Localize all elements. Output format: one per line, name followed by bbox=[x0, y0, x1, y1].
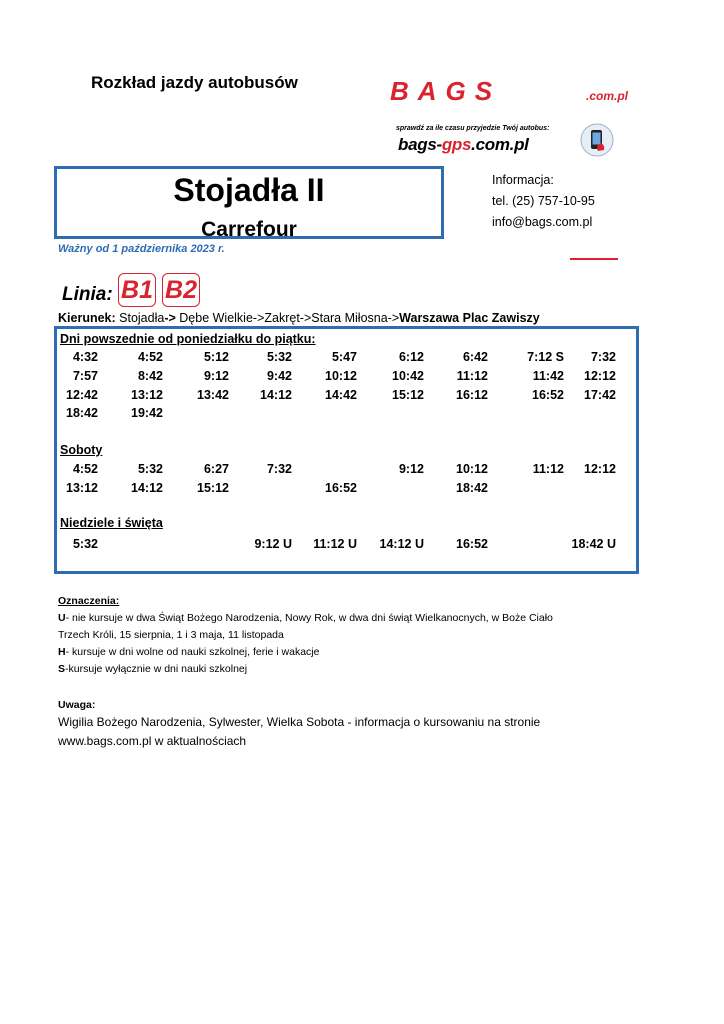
departure-time: 18:42 bbox=[66, 406, 98, 420]
direction-via: Dębe Wielkie->Zakręt->Stara Miłosna-> bbox=[175, 311, 400, 325]
departure-time: 7:32 bbox=[590, 350, 616, 364]
departure-time: 10:12 bbox=[456, 462, 488, 476]
departure-time: 12:12 bbox=[584, 462, 616, 476]
departure-time: 11:12 U bbox=[313, 537, 357, 551]
contact-label: Informacja: bbox=[492, 173, 554, 187]
departure-time: 11:42 bbox=[532, 369, 564, 383]
legend-item-u: U- nie kursuje w dwa Świąt Bożego Narodzenia, Nowy Rok, w dwa dni świąt Wielkanocnych, w Boże Ciało bbox=[58, 612, 553, 624]
departure-time: 19:42 bbox=[131, 406, 163, 420]
departure-time: 4:52 bbox=[137, 350, 163, 364]
gps-tagline: sprawdź za ile czasu przyjedzie Twój autobus: bbox=[396, 125, 550, 132]
legend-header: Oznaczenia: bbox=[58, 595, 120, 607]
stop-name-box bbox=[54, 166, 444, 239]
gps-url-part1: bags- bbox=[398, 135, 442, 154]
direction-to: Warszawa Plac Zawiszy bbox=[399, 311, 540, 325]
departure-time: 5:12 bbox=[203, 350, 229, 364]
departure-time: 16:52 bbox=[456, 537, 488, 551]
phone-icon bbox=[580, 123, 614, 157]
departure-time: 5:32 bbox=[266, 350, 292, 364]
note-line-1: Wigilia Bożego Narodzenia, Sylwester, Wielka Sobota - informacja o kursowaniu na stronie bbox=[58, 715, 541, 729]
sundays-header: Niedziele i święta bbox=[60, 516, 163, 530]
departure-time: 18:42 U bbox=[571, 537, 616, 551]
departure-time: 13:42 bbox=[197, 388, 229, 402]
legend-item-s: S-kursuje wyłącznie w dni nauki szkolnej bbox=[58, 663, 248, 675]
direction-from: Stojadła bbox=[119, 311, 165, 325]
logo-domain-text: .com.pl bbox=[586, 89, 629, 103]
departure-time: 4:32 bbox=[72, 350, 98, 364]
departure-time: 16:52 bbox=[325, 481, 357, 495]
departure-time: 13:12 bbox=[131, 388, 163, 402]
departure-time: 17:42 bbox=[584, 388, 616, 402]
departure-time: 15:12 bbox=[197, 481, 229, 495]
departure-time: 8:42 bbox=[137, 369, 163, 383]
departure-time: 14:12 bbox=[260, 388, 292, 402]
bags-logo bbox=[390, 80, 650, 104]
departure-time: 14:12 U bbox=[379, 537, 424, 551]
departure-time: 5:47 bbox=[331, 350, 357, 364]
line-label: Linia: bbox=[62, 284, 113, 305]
note-line-2: www.bags.com.pl w aktualnościach bbox=[58, 734, 247, 748]
page-title: Rozkład jazdy autobusów bbox=[91, 73, 298, 92]
contact-phone[interactable]: tel. (25) 757-10-95 bbox=[492, 194, 595, 208]
departure-time: 16:12 bbox=[456, 388, 488, 402]
departure-time: 5:32 bbox=[137, 462, 163, 476]
logo-main-text: BAGS bbox=[390, 80, 502, 104]
departure-time: 10:12 bbox=[325, 369, 357, 383]
departure-time: 7:57 bbox=[72, 369, 98, 383]
departure-time: 6:12 bbox=[398, 350, 424, 364]
departure-time: 6:42 bbox=[462, 350, 488, 364]
weekdays-header: Dni powszednie od poniedziałku do piątku: bbox=[60, 332, 316, 346]
note-header: Uwaga: bbox=[58, 699, 96, 711]
legend-item-h: H- kursuje w dni wolne od nauki szkolnej, ferie i wakacje bbox=[58, 646, 320, 658]
gps-url-part3: .com.pl bbox=[471, 135, 529, 154]
departure-time: 16:52 bbox=[532, 388, 564, 402]
departure-time: 14:12 bbox=[131, 481, 163, 495]
line-badge-b1: B1 bbox=[118, 273, 156, 307]
direction bbox=[58, 311, 540, 325]
line-badge-b2: B2 bbox=[162, 273, 200, 307]
red-divider bbox=[570, 258, 618, 260]
departure-time: 9:12 U bbox=[254, 537, 292, 551]
departure-time: 12:12 bbox=[584, 369, 616, 383]
direction-label: Kierunek: bbox=[58, 311, 116, 325]
gps-url-link[interactable] bbox=[398, 135, 529, 155]
departure-time: 6:27 bbox=[203, 462, 229, 476]
stop-subtitle: Carrefour bbox=[201, 218, 297, 241]
departure-time: 10:42 bbox=[392, 369, 424, 383]
departure-time: 4:52 bbox=[72, 462, 98, 476]
departure-time: 15:12 bbox=[392, 388, 424, 402]
departure-time: 9:12 bbox=[203, 369, 229, 383]
departure-time: 9:42 bbox=[266, 369, 292, 383]
departure-time: 11:12 bbox=[532, 462, 564, 476]
direction-arrow: -> bbox=[164, 311, 176, 325]
departure-time: 18:42 bbox=[456, 481, 488, 495]
legend-item-continued: Trzech Króli, 15 sierpnia, 1 i 3 maja, 11 listopada bbox=[58, 629, 284, 641]
departure-time: 13:12 bbox=[66, 481, 98, 495]
departure-time: 9:12 bbox=[398, 462, 424, 476]
gps-url-part2: gps bbox=[441, 135, 472, 154]
departure-time: 7:32 bbox=[266, 462, 292, 476]
departure-time: 7:12 S bbox=[527, 350, 564, 364]
stop-name: Stojadła II bbox=[173, 172, 325, 208]
contact-info bbox=[492, 170, 595, 233]
departure-time: 5:32 bbox=[72, 537, 98, 551]
valid-from: Ważny od 1 października 2023 r. bbox=[58, 243, 225, 255]
saturdays-header: Soboty bbox=[60, 443, 103, 457]
contact-email[interactable]: info@bags.com.pl bbox=[492, 215, 593, 229]
departure-time: 12:42 bbox=[66, 388, 98, 402]
departure-time: 14:42 bbox=[325, 388, 357, 402]
departure-time: 11:12 bbox=[456, 369, 488, 383]
